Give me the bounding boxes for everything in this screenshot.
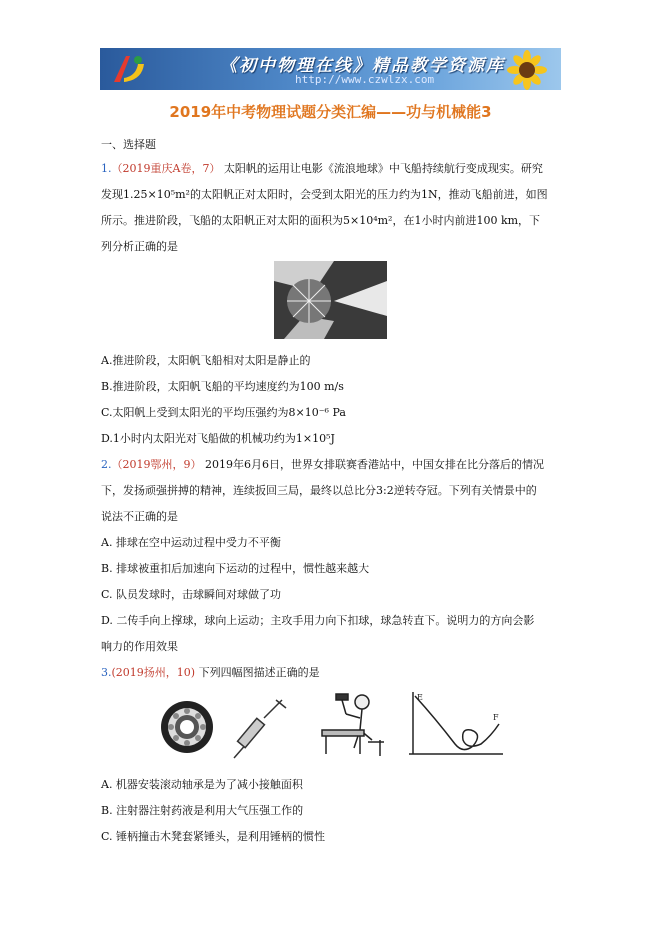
question-1-line-3: 所示。推进阶段，飞船的太阳帆正对太阳的面积为5×10⁴m²，在1小时内前进100 km，下 [101, 214, 541, 227]
question-text: 2019年6月6日，世界女排联赛香港站中，中国女排在比分落后的情况 [205, 458, 544, 471]
roller-coaster-figure [405, 688, 505, 760]
question-1-line-2: 发现1.25×10⁵m²的太阳帆正对太阳时，会受到太阳光的压力约为1N，推动飞船前进，如图 [101, 188, 548, 201]
question-text: 太阳帆的运用让电影《流浪地球》中飞船持续航行变成现实。研究 [223, 162, 543, 175]
document-title: 2019年中考物理试题分类汇编——功与机械能3 [169, 103, 492, 121]
question-source: （2019重庆A卷，7） [111, 162, 221, 175]
hammer-figure [318, 688, 390, 760]
banner-title: 《初中物理在线》精品教学资源库 [220, 56, 505, 76]
question-2-line-1 [101, 456, 544, 472]
option-d: D.1小时内太阳光对飞船做的机械功约为1×10⁵J [101, 432, 335, 445]
question-1-line-1 [101, 160, 543, 176]
banner-url: http://www.czwlzx.com [295, 73, 435, 86]
question-number: 3. [101, 666, 112, 679]
option-c: C.太阳帆上受到太阳光的平均压强约为8×10⁻⁶ Pa [101, 406, 346, 419]
bearing-figure [158, 698, 216, 756]
option-c: C. 队员发球时，击球瞬间对球做了功 [101, 588, 282, 601]
label-f: F [493, 713, 499, 722]
section-heading: 一、选择题 [101, 138, 156, 151]
option-b: B.推进阶段，太阳帆飞船的平均速度约为100 m/s [101, 380, 344, 393]
question-2-line-2: 下，发扬顽强拼搏的精神，连续扳回三局，最终以总比分3:2逆转夺冠。下列有关情景中的 [101, 484, 537, 497]
option-b: B. 注射器注射药液是利用大气压强工作的 [101, 804, 304, 817]
question-1-line-4: 列分析正确的是 [101, 240, 178, 253]
option-c: C. 锤柄撞击木凳套紧锤头，是利用锤柄的惯性 [101, 830, 326, 843]
question-source: （2019鄂州，9） [111, 458, 202, 471]
question-source: (2019扬州，10) [111, 666, 196, 679]
sunflower-image [497, 50, 557, 90]
solar-sail-photo [274, 261, 387, 339]
syringe-figure [228, 696, 290, 762]
question-2-line-3: 说法不正确的是 [101, 510, 178, 523]
question-text: 下列四幅图描述正确的是 [198, 666, 320, 679]
option-a: A.推进阶段，太阳帆飞船相对太阳是静止的 [101, 354, 311, 367]
question-number: 1. [101, 162, 112, 175]
label-e: E [417, 693, 423, 702]
option-d-line-2: 响力的作用效果 [101, 640, 178, 653]
option-b: B. 排球被重扣后加速向下运动的过程中，惯性越来越大 [101, 562, 370, 575]
site-logo [108, 52, 148, 86]
question-number: 2. [101, 458, 112, 471]
question-3-line-1 [101, 664, 320, 680]
header-banner [100, 48, 561, 90]
option-a: A. 机器安装滚动轴承是为了减小接触面积 [101, 778, 303, 791]
option-d-line-1: D. 二传手向上撑球，球向上运动；主攻手用力向下扣球，球急转直下。说明力的方向会影 [101, 614, 535, 627]
option-a: A. 排球在空中运动过程中受力不平衡 [101, 536, 281, 549]
